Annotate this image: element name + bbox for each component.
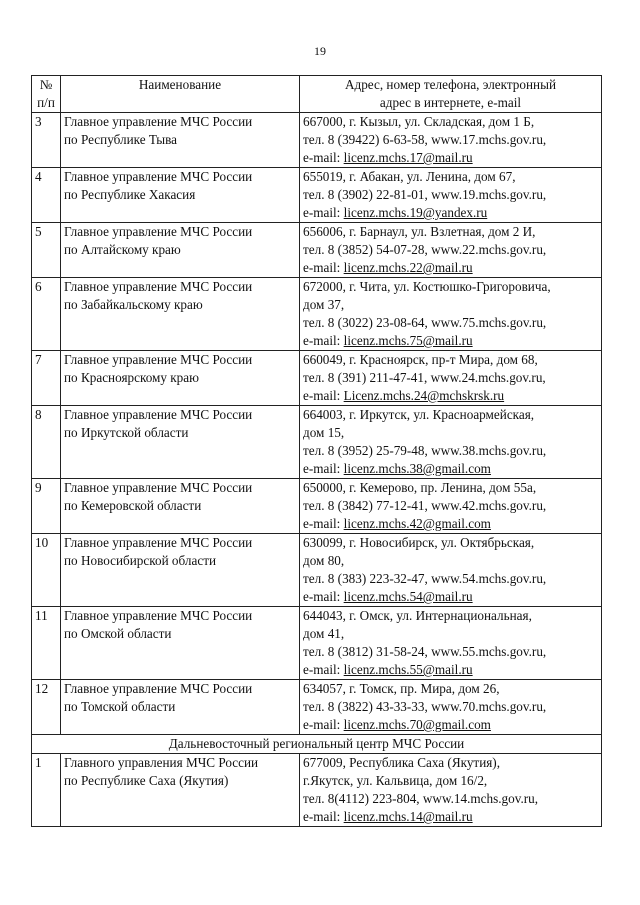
row-address-line: тел. 8 (3902) 22-81-01, www.19.mchs.gov.ru, — [303, 187, 547, 202]
table-row — [32, 113, 602, 168]
row-name-line: Главное управление МЧС России — [64, 224, 253, 239]
row-address-line: 667000, г. Кызыл, ул. Складская, дом 1 Б, — [303, 114, 535, 129]
table-header-row — [32, 76, 602, 113]
row-name-line: по Кемеровской области — [64, 498, 202, 513]
row-name-line: по Красноярскому краю — [64, 370, 199, 385]
header-number — [32, 76, 61, 113]
row-number: 9 — [32, 479, 61, 534]
table-row — [32, 479, 602, 534]
row-address-line: тел. 8 (3812) 31-58-24, www.55.mchs.gov.ru, — [303, 644, 547, 659]
row-address-line: 677009, Республика Саха (Якутия), — [303, 755, 501, 770]
row-name-line: Главное управление МЧС России — [64, 535, 253, 550]
header-address-line: Адрес, номер телефона, электронный — [344, 77, 557, 92]
row-address-line: 655019, г. Абакан, ул. Ленина, дом 67, — [303, 169, 516, 184]
email-link[interactable]: licenz.mchs.70@gmail.com — [343, 717, 491, 732]
row-name — [61, 168, 300, 223]
table-row — [32, 278, 602, 351]
row-address-line: 644043, г. Омск, ул. Интернациональная, — [303, 608, 532, 623]
row-email-line — [303, 588, 598, 606]
row-email-line — [303, 460, 598, 478]
row-name-line: по Омской области — [64, 626, 172, 641]
email-link[interactable]: licenz.mchs.17@mail.ru — [343, 150, 473, 165]
email-prefix: e-mail: — [303, 589, 344, 604]
row-address — [300, 479, 602, 534]
email-prefix: e-mail: — [303, 260, 344, 275]
email-prefix: e-mail: — [303, 717, 344, 732]
row-name-line: Главное управление МЧС России — [64, 279, 253, 294]
row-address — [300, 223, 602, 278]
region-header: Дальневосточный региональный центр МЧС России — [32, 735, 602, 754]
table-body — [32, 113, 602, 735]
header-name: Наименование — [61, 76, 300, 113]
row-name-line: Главное управление МЧС России — [64, 681, 253, 696]
row-address-line: 660049, г. Красноярск, пр-т Мира, дом 68, — [303, 352, 538, 367]
row-address-line: тел. 8(4112) 223-804, www.14.mchs.gov.ru, — [303, 791, 539, 806]
row-address — [300, 278, 602, 351]
row-email-line — [303, 515, 598, 533]
email-link[interactable]: licenz.mchs.14@mail.ru — [343, 809, 473, 824]
row-name-line: Главное управление МЧС России — [64, 114, 253, 129]
row-name-line: Главного управления МЧС России — [64, 755, 259, 770]
row-name — [61, 607, 300, 680]
email-link[interactable]: licenz.mchs.75@mail.ru — [343, 333, 473, 348]
email-link[interactable]: licenz.mchs.42@gmail.com — [343, 516, 491, 531]
row-email-line — [303, 716, 598, 734]
row-address-line: тел. 8 (39422) 6-63-58, www.17.mchs.gov.ru, — [303, 132, 547, 147]
row-address-line: 630099, г. Новосибирск, ул. Октябрьская, — [303, 535, 535, 550]
row-number: 7 — [32, 351, 61, 406]
row-address-line: тел. 8 (3842) 77-12-41, www.42.mchs.gov.ru, — [303, 498, 547, 513]
row-number: 12 — [32, 680, 61, 735]
row-email-line — [303, 332, 598, 350]
region-body — [32, 754, 602, 827]
email-prefix: e-mail: — [303, 150, 344, 165]
row-address-line: тел. 8 (383) 223-32-47, www.54.mchs.gov.ru, — [303, 571, 547, 586]
header-address — [300, 76, 602, 113]
email-link[interactable]: licenz.mchs.38@gmail.com — [343, 461, 491, 476]
email-prefix: e-mail: — [303, 809, 344, 824]
row-address — [300, 607, 602, 680]
row-name-line: по Забайкальскому краю — [64, 297, 203, 312]
row-name-line: по Иркутской области — [64, 425, 189, 440]
row-address — [300, 406, 602, 479]
row-name-line: Главное управление МЧС России — [64, 407, 253, 422]
row-name-line: Главное управление МЧС России — [64, 608, 253, 623]
row-name — [61, 278, 300, 351]
row-name — [61, 113, 300, 168]
email-prefix: e-mail: — [303, 516, 344, 531]
row-email-line — [303, 661, 598, 679]
row-address-line: тел. 8 (3852) 54-07-28, www.22.mchs.gov.ru, — [303, 242, 547, 257]
row-address-line: 650000, г. Кемерово, пр. Ленина, дом 55а, — [303, 480, 537, 495]
row-address — [300, 351, 602, 406]
table-row — [32, 754, 602, 827]
row-number: 4 — [32, 168, 61, 223]
row-email-line — [303, 204, 598, 222]
email-prefix: e-mail: — [303, 461, 344, 476]
row-name-line: по Алтайскому краю — [64, 242, 181, 257]
row-address-line: 664003, г. Иркутск, ул. Красноармейская, — [303, 407, 535, 422]
row-address-line: 656006, г. Барнаул, ул. Взлетная, дом 2 И, — [303, 224, 536, 239]
row-address-line: тел. 8 (3022) 23-08-64, www.75.mchs.gov.ru, — [303, 315, 547, 330]
header-number-line: № — [39, 77, 53, 92]
row-number: 11 — [32, 607, 61, 680]
table-row — [32, 351, 602, 406]
row-number: 10 — [32, 534, 61, 607]
row-name-line: по Республике Тыва — [64, 132, 178, 147]
row-name — [61, 479, 300, 534]
table-row — [32, 223, 602, 278]
row-address — [300, 534, 602, 607]
email-link[interactable]: licenz.mchs.22@mail.ru — [343, 260, 473, 275]
row-name — [61, 754, 300, 827]
row-name-line: Главное управление МЧС России — [64, 169, 253, 184]
page-number: 19 — [314, 44, 326, 58]
row-email-line — [303, 387, 598, 405]
table-row — [32, 607, 602, 680]
row-name-line: Главное управление МЧС России — [64, 480, 253, 495]
row-name — [61, 534, 300, 607]
row-address — [300, 168, 602, 223]
row-address-line: дом 37, — [303, 297, 345, 312]
email-link[interactable]: licenz.mchs.19@yandex.ru — [343, 205, 488, 220]
row-name-line: по Республике Саха (Якутия) — [64, 773, 229, 788]
email-prefix: e-mail: — [303, 388, 344, 403]
row-name-line: по Томской области — [64, 699, 176, 714]
header-address-line: адрес в интернете, e-mail — [379, 95, 522, 110]
row-number: 3 — [32, 113, 61, 168]
table-row — [32, 534, 602, 607]
row-address-line: тел. 8 (3822) 43-33-33, www.70.mchs.gov.ru, — [303, 699, 547, 714]
row-address — [300, 754, 602, 827]
row-name-line: по Новосибирской области — [64, 553, 217, 568]
row-address-line: г.Якутск, ул. Кальвица, дом 16/2, — [303, 773, 488, 788]
row-address-line: 634057, г. Томск, пр. Мира, дом 26, — [303, 681, 500, 696]
row-number: 8 — [32, 406, 61, 479]
row-address-line: дом 41, — [303, 626, 345, 641]
row-address-line: 672000, г. Чита, ул. Костюшко-Григоровича, — [303, 279, 551, 294]
table-row — [32, 406, 602, 479]
row-address-line: тел. 8 (391) 211-47-41, www.24.mchs.gov.ru, — [303, 370, 546, 385]
row-name — [61, 406, 300, 479]
row-name-line: Главное управление МЧС России — [64, 352, 253, 367]
row-address-line: тел. 8 (3952) 25-79-48, www.38.mchs.gov.ru, — [303, 443, 547, 458]
row-name — [61, 680, 300, 735]
row-name — [61, 223, 300, 278]
email-prefix: e-mail: — [303, 662, 344, 677]
email-prefix: e-mail: — [303, 205, 344, 220]
row-name — [61, 351, 300, 406]
email-link[interactable]: licenz.mchs.55@mail.ru — [343, 662, 473, 677]
row-number: 6 — [32, 278, 61, 351]
email-prefix: e-mail: — [303, 333, 344, 348]
contacts-table — [31, 75, 602, 827]
table-row — [32, 680, 602, 735]
row-email-line — [303, 149, 598, 167]
row-number: 5 — [32, 223, 61, 278]
row-address-line: дом 15, — [303, 425, 345, 440]
email-link[interactable]: Licenz.mchs.24@mchskrsk.ru — [343, 388, 505, 403]
row-email-line — [303, 259, 598, 277]
row-number: 1 — [32, 754, 61, 827]
region-header-row — [32, 735, 602, 754]
header-number-line: п/п — [37, 95, 55, 110]
region-section — [32, 735, 602, 754]
row-address-line: дом 80, — [303, 553, 345, 568]
row-address — [300, 680, 602, 735]
row-email-line — [303, 808, 598, 826]
row-address — [300, 113, 602, 168]
table-row — [32, 168, 602, 223]
row-name-line: по Республике Хакасия — [64, 187, 196, 202]
email-link[interactable]: licenz.mchs.54@mail.ru — [343, 589, 473, 604]
